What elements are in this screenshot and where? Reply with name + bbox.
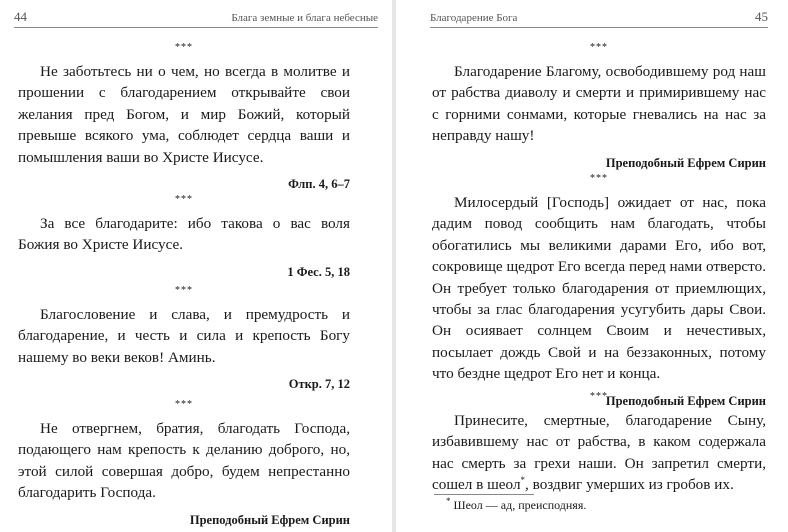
separator-stars: *** xyxy=(590,42,608,53)
quote-source: Преподобный Ефрем Сирин xyxy=(605,155,766,170)
entry-block xyxy=(18,286,350,392)
separator-stars: *** xyxy=(175,285,193,296)
separator-stars: *** xyxy=(590,391,608,402)
quote-source: Откр. 7, 12 xyxy=(288,377,350,392)
left-header-rule xyxy=(14,27,378,28)
quote-paragraph: Не заботьтесь ни о чем, но всегда в молитве и прошении с благодарением открывайте свои желания пред Богом, и мир Божий, который превыше всякого ума, соблюдет сердца ваши и помышления ваши во Христе Иисусе. xyxy=(18,63,350,166)
left-page-number: 44 xyxy=(14,9,27,24)
separator-stars: *** xyxy=(590,173,608,184)
footnote-text: Шеол — ад, преисподняя. xyxy=(453,498,587,512)
entry-block xyxy=(432,174,766,409)
quote-paragraph: За все благодарите: ибо такова о вас воля Божия во Христе Иисусе. xyxy=(18,215,350,254)
entry-block xyxy=(432,43,766,171)
quote-source: Преподобный Ефрем Сирин xyxy=(189,512,350,527)
entry-block xyxy=(432,392,766,496)
left-page xyxy=(0,0,392,532)
footnote-rule xyxy=(434,494,534,495)
entry-block xyxy=(18,43,350,192)
separator-stars: *** xyxy=(175,194,193,205)
quote-paragraph: Милосердый [Господь] ожидает от нас, пока дадим повод сообщить нам благодать, чтобы обогатились мы великими дарами Его, ибо вот, сокровище щедрот Его всегда перед нами отверсто. Он требует только благодарения от приемлющих, чтобы за глас благодарения усугубить дары Свои. Он осиявает солнцем Своим и нечестивых, посылает дождь Свой и на беззаконных, потому что бездне щедрот Его нет и конца. xyxy=(432,194,766,383)
entry-block xyxy=(18,195,350,280)
quote-text: Принесите, смертные, благодарение Сыну, избавившему нас от рабства, в каком содержала нас смерть за грехи наши. Он запретил смерти, сошел в шеол xyxy=(432,412,766,494)
quote-source: Флп. 4, 6–7 xyxy=(288,177,350,192)
footnote xyxy=(446,498,586,513)
footnote-reference: * xyxy=(520,475,526,486)
separator-stars: *** xyxy=(175,399,193,410)
quote-paragraph: Не отвергнем, братия, благодать Господа, подающего нам крепость к деланию доброго, но, этой силой совершая добро, будем непрестанно благодарить Господа. xyxy=(18,420,350,502)
left-running-title: Блага земные и блага небесные xyxy=(231,12,378,24)
quote-paragraph xyxy=(432,410,766,496)
quote-text: , воздвиг умерших из гробов их. xyxy=(525,476,734,494)
quote-paragraph: Благословение и слава, и премудрость и благодарение, и честь и сила и крепость Богу нашему во веки веков! Аминь. xyxy=(18,306,350,366)
quote-source: Преподобный Ефрем Сирин xyxy=(605,393,766,408)
separator-stars: *** xyxy=(175,42,193,53)
right-page-number: 45 xyxy=(755,9,768,24)
quote-paragraph: Благодарение Благому, освободившему род наш от рабства диаволу и смерти и примирившему нас с горними сонмами, которые гневались на нас за неправду нашу! xyxy=(432,63,766,145)
right-page xyxy=(396,0,788,532)
quote-source: 1 Фес. 5, 18 xyxy=(287,264,350,279)
entry-block xyxy=(18,400,350,528)
right-header-rule xyxy=(430,27,768,28)
footnote-mark: * xyxy=(446,496,451,506)
right-running-title: Благодарение Бога xyxy=(430,12,518,24)
